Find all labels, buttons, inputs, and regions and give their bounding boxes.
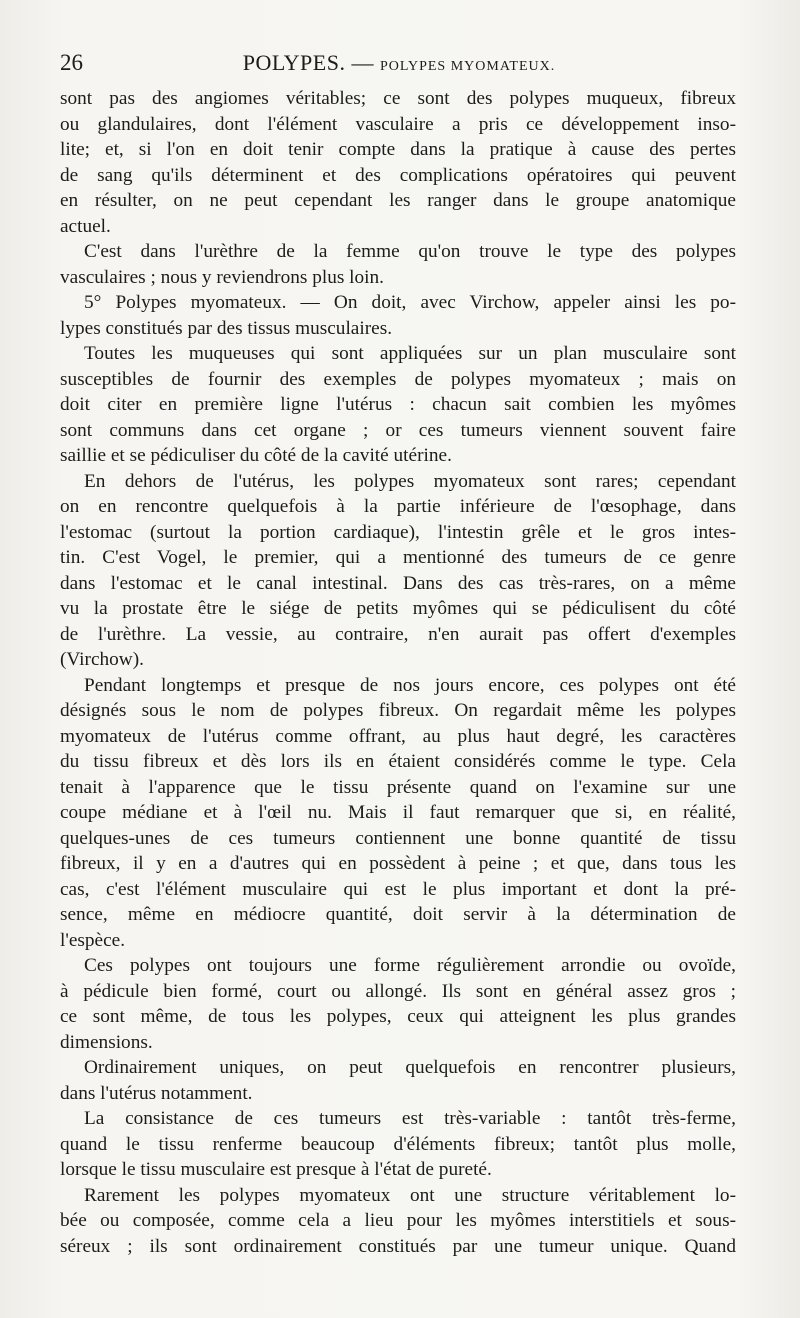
text-line: myomateux de l'utérus comme offrant, au plus haut degré, les caractères: [60, 725, 736, 747]
text-line: sont pas des angiomes véritables; ce sont des polypes muqueux, fibreux: [60, 88, 736, 109]
text-line: désignés sous le nom de polypes fibreux. On regardait même les polypes: [60, 700, 736, 721]
body-text: [60, 86, 736, 1259]
running-head-subtitle: POLYPES MYOMATEUX.: [379, 59, 556, 74]
text-line: séreux ; ils sont ordinairement constitués par une tumeur unique. Quand: [60, 1235, 736, 1257]
text-line: on en rencontre quelquefois à la partie inférieure de l'œsophage, dans: [60, 496, 736, 517]
text-line: susceptibles de fournir des exemples de polypes myomateux ; mais on: [60, 368, 736, 390]
text-line: bée ou composée, comme cela a lieu pour les myômes interstitiels et sous-: [60, 1210, 736, 1231]
text-line: ce sont même, de tous les polypes, ceux qui atteignent les plus grandes: [60, 1006, 736, 1027]
text-line: dans l'estomac et le canal intestinal. Dans des cas très-rares, on a même: [60, 572, 736, 594]
text-line: (Virchow).: [60, 649, 144, 670]
text-line: saillie et se pédiculiser du côté de la cavité utérine.: [60, 445, 452, 466]
text-line: Pendant longtemps et presque de nos jours encore, ces polypes ont été: [84, 674, 736, 696]
text-line: Rarement les polypes myomateux ont une structure véritablement lo-: [84, 1184, 736, 1206]
text-line: En dehors de l'utérus, les polypes myomateux sont rares; cependant: [84, 470, 736, 492]
text-line: vu la prostate être le siége de petits myômes qui se pédiculisent du côté: [60, 598, 736, 619]
text-line: l'espèce.: [60, 929, 126, 951]
text-line: Ces polypes ont toujours une forme régulièrement arrondie ou ovoïde,: [84, 955, 736, 976]
text-line: doit citer en première ligne l'utérus : chacun sait combien les myômes: [60, 394, 736, 415]
text-line: de sang qu'ils déterminent et des complications opératoires qui peuvent: [60, 164, 736, 186]
text-line: coupe médiane et à l'œil nu. Mais il faut remarquer que si, en réalité,: [60, 802, 736, 823]
text-line: ou glandulaires, dont l'élément vasculaire a pris ce développement inso-: [60, 113, 736, 135]
text-line: C'est dans l'urèthre de la femme qu'on trouve le type des polypes: [84, 241, 736, 262]
text-line: du tissu fibreux et dès lors ils en étaient considérés comme le type. Cela: [60, 751, 736, 772]
text-line: en résulter, on ne peut cependant les ranger dans le groupe anatomique: [60, 190, 736, 211]
text-line: actuel.: [60, 215, 111, 237]
text-line: vasculaires ; nous y reviendrons plus loin.: [60, 266, 384, 288]
text-line: fibreux, il y en a d'autres qui en possèdent à peine ; et que, dans tous les: [60, 853, 736, 874]
page-number: 26: [60, 50, 83, 75]
text-line: 5° Polypes myomateux. — On doit, avec Virchow, appeler ainsi les po-: [84, 292, 736, 313]
text-line: sont communs dans cet organe ; or ces tumeurs viennent souvent faire: [60, 419, 736, 441]
text-line: sence, même en médiocre quantité, doit servir à la détermination de: [60, 904, 736, 925]
text-line: La consistance de ces tumeurs est très-variable : tantôt très-ferme,: [84, 1108, 736, 1129]
text-line: tin. C'est Vogel, le premier, qui a mentionné des tumeurs de ce genre: [60, 547, 736, 568]
text-line: dans l'utérus notamment.: [60, 1082, 253, 1104]
text-line: à pédicule bien formé, court ou allongé. Ils sont en général assez gros ;: [60, 980, 736, 1002]
text-line: quand le tissu renferme beaucoup d'éléments fibreux; tantôt plus molle,: [60, 1133, 736, 1155]
running-head: [60, 50, 738, 76]
text-line: quelques-unes de ces tumeurs contiennent une bonne quantité de tissu: [60, 827, 736, 849]
text-line: Ordinairement uniques, on peut quelquefois en rencontrer plusieurs,: [84, 1057, 736, 1078]
text-line: cas, c'est l'élément musculaire qui est le plus important et dont la pré-: [60, 878, 736, 900]
text-line: tenait à l'apparence que le tissu présente quand on l'examine sur une: [60, 776, 736, 798]
text-line: lypes constitués par des tissus musculaires.: [60, 317, 393, 339]
text-line: de l'urèthre. La vessie, au contraire, n'en aurait pas offert d'exemples: [60, 623, 736, 645]
running-head-title: POLYPES.: [242, 50, 346, 75]
text-line: l'estomac (surtout la portion cardiaque), l'intestin grêle et le gros intes-: [60, 521, 736, 543]
text-line: dimensions.: [60, 1031, 153, 1053]
page-header: [60, 50, 738, 80]
text-line: lorsque le tissu musculaire est presque à l'état de pureté.: [60, 1159, 492, 1180]
running-head-separator: —: [351, 50, 374, 75]
text-line: Toutes les muqueuses qui sont appliquées sur un plan musculaire sont: [84, 343, 736, 364]
text-line: lite; et, si l'on en doit tenir compte dans la pratique à cause des pertes: [60, 139, 736, 160]
